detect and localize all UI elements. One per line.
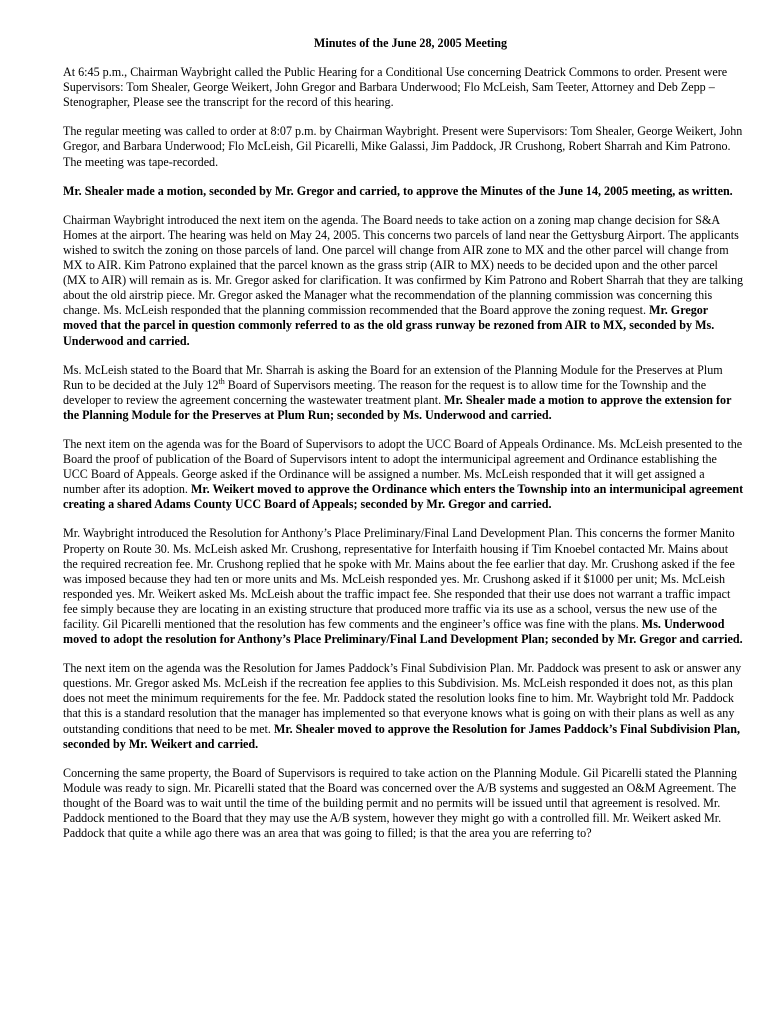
paragraph-text: The next item on the agenda was the Resolution for James Paddock’s Final Subdivision Plan. Mr. Paddock was present to ask or answer any questions. Mr. Gregor asked Ms. McLeish if the recreation fee applies to this Subdivision. Ms. McLeish responded it does not, as this plan does not meet the minimum requirements for the fee. Mr. Paddock stated the resolution looks fine to him. Mr. Waybright told Mr. Paddock that this is a standard resolution that the manager has implemented so that everyone knows what is going on with their plans as well as any outstanding conditions that need to be met. <box>63 661 742 736</box>
paragraph-text: The regular meeting was called to order at 8:07 p.m. by Chairman Waybright. Present were Supervisors: Tom Shealer, George Weikert, John Gregor, and Barbara Underwood; Flo McLeish, Gil Picarelli, Mike Galassi, Jim Paddock, JR Crushong, Robert Sharrah and Kim Patrono. The meeting was tape-recorded. <box>63 124 743 169</box>
paragraph-public-hearing <box>63 65 744 110</box>
paragraph-paddock-subdivision <box>63 661 744 752</box>
paragraph-text: Mr. Waybright introduced the Resolution for Anthony’s Place Preliminary/Final Land Development Plan. This concerns the former Manito Property on Route 30. Ms. McLeish asked Mr. Crushong, representative for Interfaith housing if Tim Knoebel contacted Mr. Mains about the required recreation fee. Mr. Crushong replied that he spoke with Mr. Mains about the fee earlier that day. Mr. Crushong asked if the fee was imposed because they had ten or more units and Ms. McLeish responded yes. Mr. Crushong asked if it $1000 per unit; Ms. McLeish responded yes. Mr. Weikert asked Ms. McLeish about the traffic impact fee. She responded that their use does not warrant a traffic impact fee simply because they are locating in an existing structure that produced more traffic via its use as a school, versus the new use of the facility. Gil Picarelli mentioned that the resolution has few comments and the engineer’s office was fine with the plans. <box>63 526 735 631</box>
superscript-ordinal: th <box>218 376 225 386</box>
paragraph-minutes-approval <box>63 184 744 199</box>
paragraph-text: Chairman Waybright introduced the next item on the agenda. The Board needs to take action on a zoning map change decision for S&A Homes at the airport. The hearing was held on May 24, 2005. This concerns two parcels of land near the Gettysburg Airport. The applicants wished to switch the zoning on those parcels of land. One parcel will change from AIR zone to MX and the other parcel will change from MX to AIR. Kim Patrono explained that the parcel known as the grass strip (AIR to MX) needs to be decided upon and the other parcel (MX to AIR) will remain as is. Mr. Gregor asked for clarification. It was confirmed by Kim Patrono and Robert Sharrah that they are talking about the old airstrip piece. Mr. Gregor asked the Manager what the recommendation of the planning commission was concerning this change. Ms. McLeish responded that the planning commission recommended that the Board approve the zoning request. <box>63 212 744 318</box>
page-title: Minutes of the June 28, 2005 Meeting <box>313 36 508 50</box>
motion-text: Mr. Shealer made a motion to approve the extension for the Planning Module for the Preserves at Plum Run; seconded by Ms. Underwood and carried. <box>63 392 732 422</box>
paragraph-text: Board of Supervisors meeting. The reason for the request is to allow time for the Township and the developer to review the agreement concerning the wastewater treatment plant. <box>63 377 707 407</box>
paragraph-regular-meeting <box>63 124 744 169</box>
motion-text: Ms. Underwood moved to adopt the resolution for Anthony’s Place Preliminary/Final Land Development Plan; seconded by Mr. Gregor and carried. <box>63 617 743 647</box>
paragraph-text: Ms. McLeish stated to the Board that Mr. Sharrah is asking the Board for an extension of the Planning Module for the Preserves at Plum Run to be decided at the July 12 <box>63 362 723 392</box>
motion-text: Mr. Gregor moved that the parcel in question commonly referred to as the old grass runway be rezoned from AIR to MX, seconded by Ms. Underwood and carried. <box>63 303 715 348</box>
paragraph-planning-module <box>63 766 744 841</box>
motion-text: Mr. Shealer moved to approve the Resolution for James Paddock’s Final Subdivision Plan, seconded by Mr. Weikert and carried. <box>63 721 741 751</box>
motion-text: Mr. Weikert moved to approve the Ordinance which enters the Township into an intermunicipal agreement creating a shared Adams County UCC Board of Appeals; seconded by Mr. Gregor and carried. <box>63 482 744 512</box>
paragraph-text: Concerning the same property, the Board of Supervisors is required to take action on the Planning Module. Gil Picarelli stated the Planning Module was ready to sign. Mr. Picarelli stated that the Board was concerned over the A/B systems and suggested an O&M Agreement. The thought of the Board was to wait until the time of the building permit and no permits will be issued until that agreement is resolved. Mr. Paddock mentioned to the Board that they may use the A/B system, however they might go with a controlled fill. Mr. Weikert asked Mr. Paddock that quite a while ago there was an area that was going to filled; is that the area you are referring to? <box>63 765 737 841</box>
paragraph-ucc-ordinance <box>63 437 744 512</box>
paragraph-anthonys-place <box>63 526 744 647</box>
motion-text: Mr. Shealer made a motion, seconded by Mr. Gregor and carried, to approve the Minutes of the June 14, 2005 meeting, as written. <box>63 183 733 198</box>
paragraph-text: At 6:45 p.m., Chairman Waybright called the Public Hearing for a Conditional Use concerning Deatrick Commons to order. Present were Supervisors: Tom Shealer, George Weikert, John Gregor and Barbara Underwood; Flo McLeish, Sam Teeter, Attorney and Deb Zepp – Stenographer, Please see the transcript for the record of this hearing. <box>63 65 728 110</box>
paragraph-zoning-map <box>63 213 744 349</box>
paragraph-text: The next item on the agenda was for the Board of Supervisors to adopt the UCC Board of Appeals Ordinance. Ms. McLeish presented to the Board the proof of publication of the Board of Supervisors intent to adopt the intermunicipal agreement and Ordinance establishing the UCC Board of Appeals. George asked if the Ordinance will be assigned a number. Ms. McLeish responded that it will get assigned a number after its adoption. <box>63 436 743 497</box>
paragraph-planning-module-extension <box>63 363 744 423</box>
